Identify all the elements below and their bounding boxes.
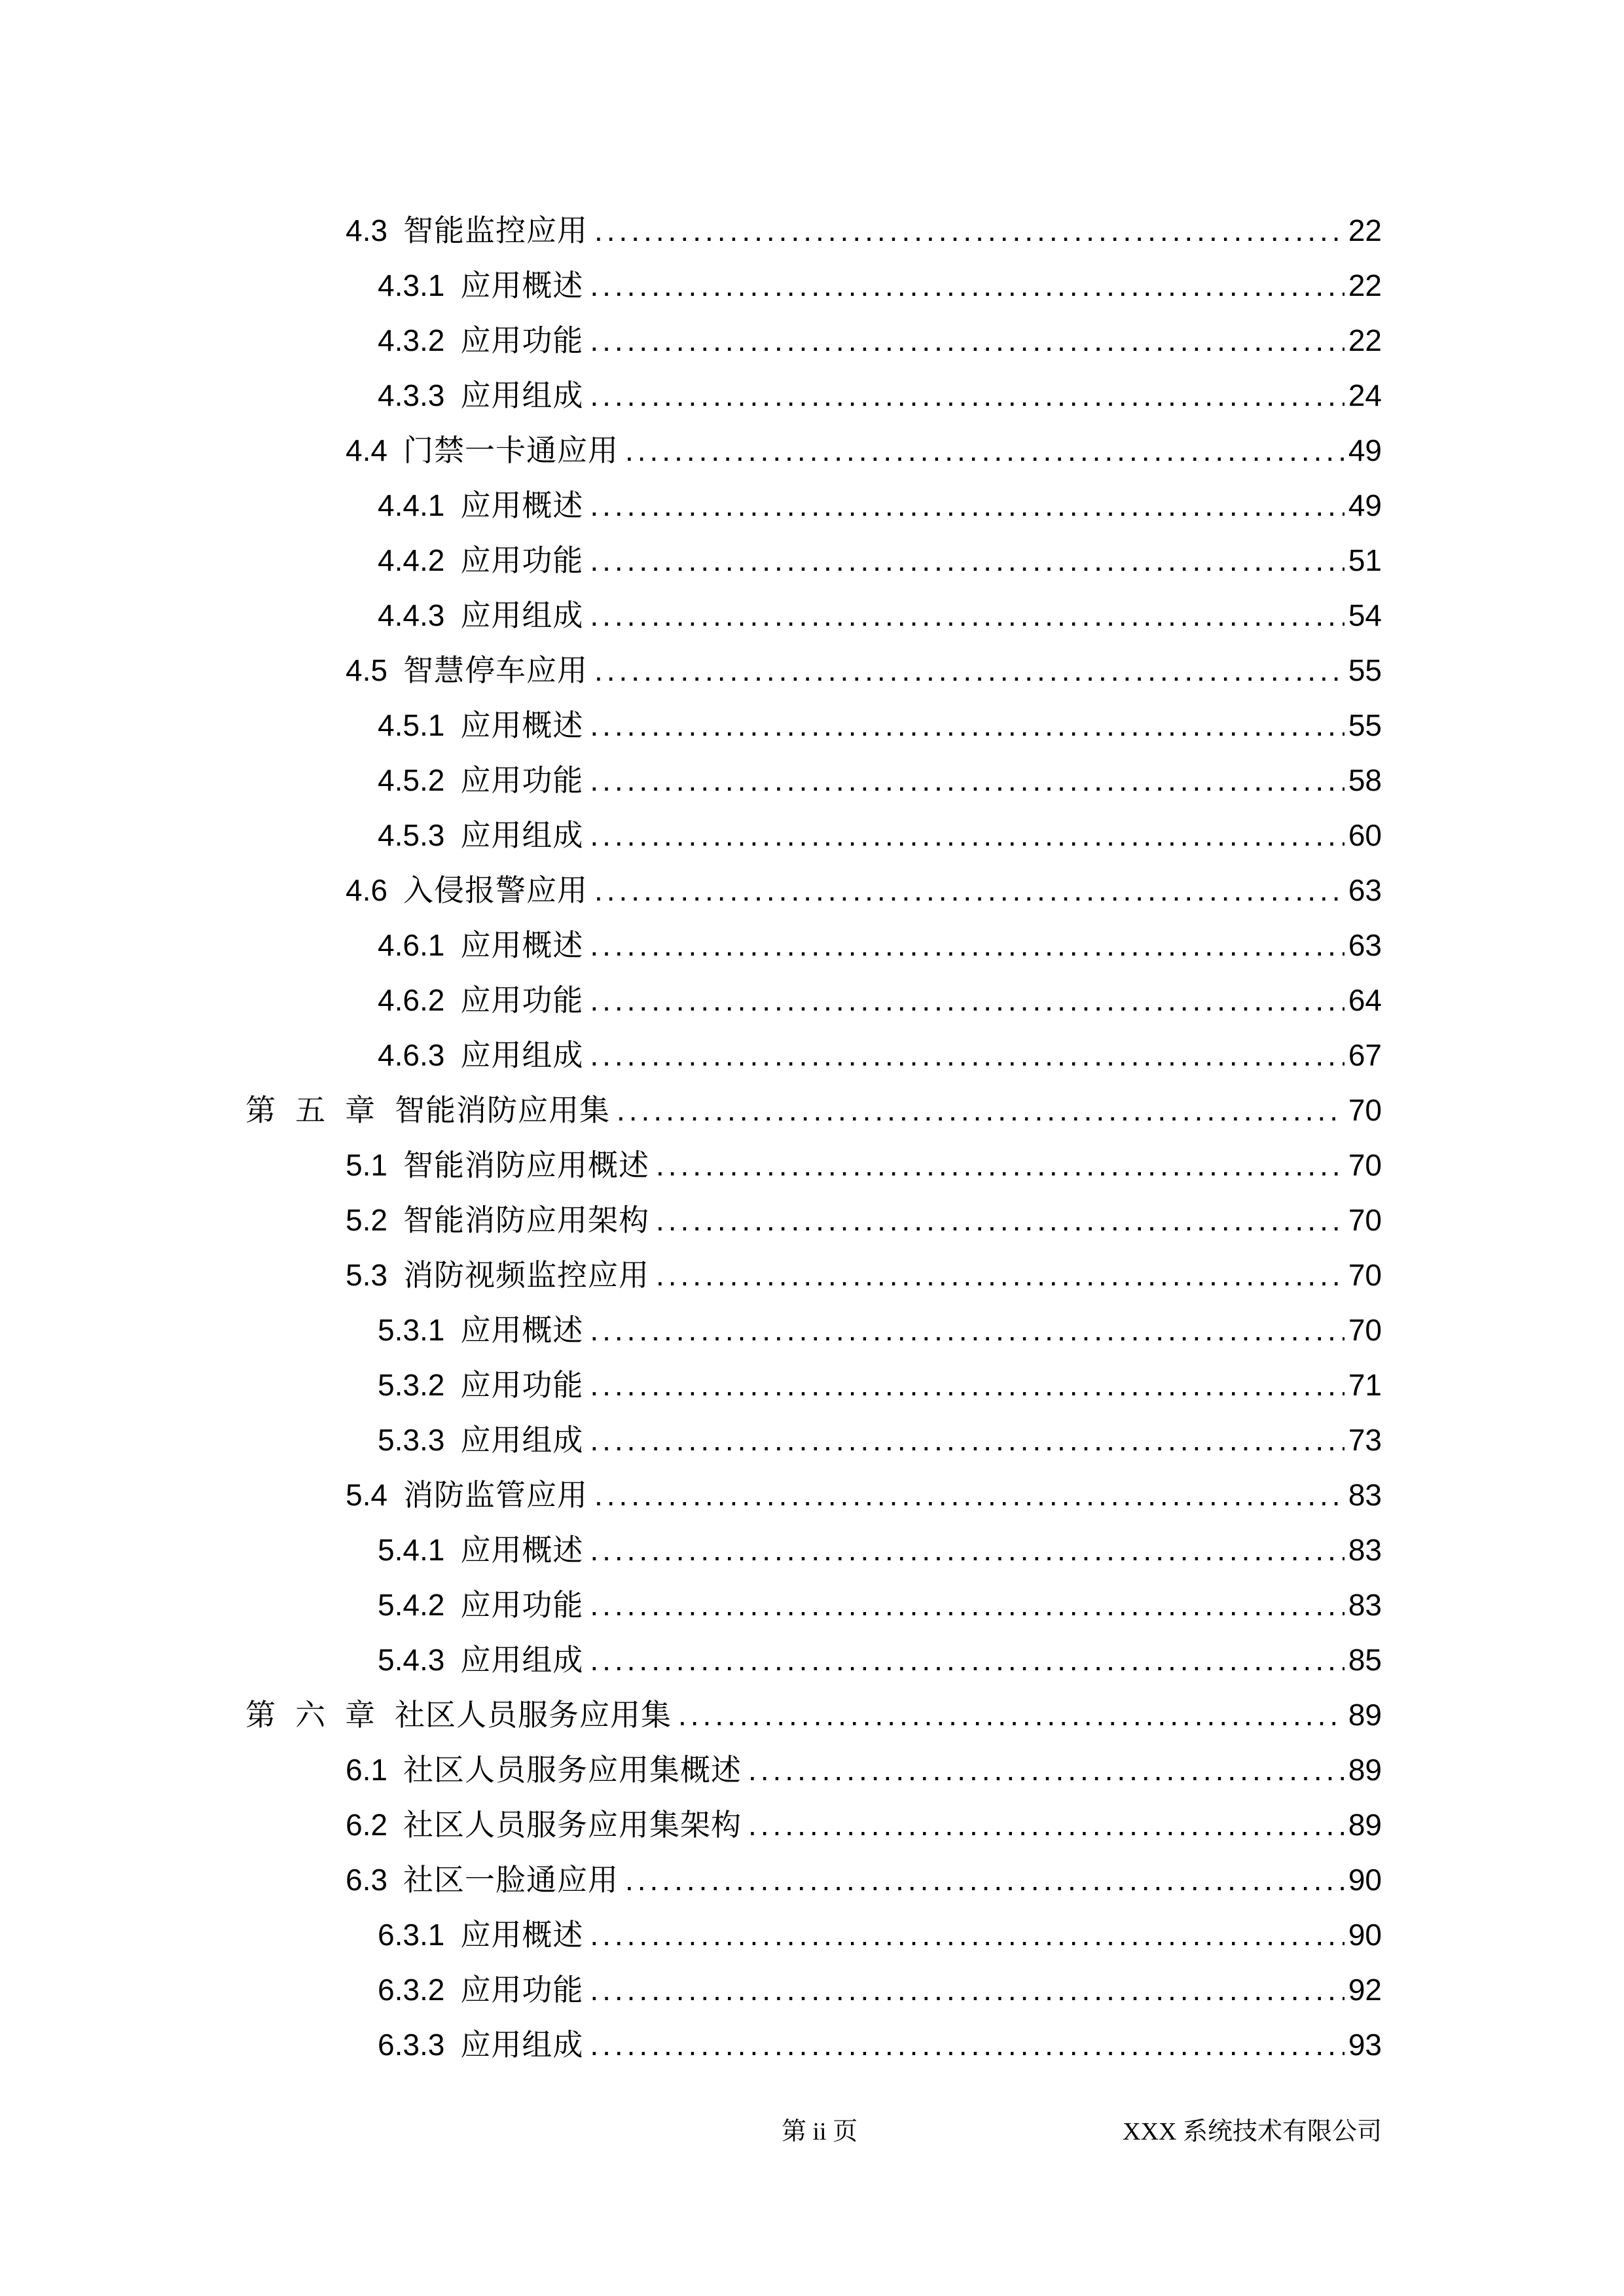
toc-entry-page: 55 (1348, 653, 1382, 687)
toc-entry-number: 4.3.1 (378, 268, 445, 302)
toc-entry-title: 应用功能 (460, 1588, 584, 1622)
toc-entry-page: 63 (1348, 873, 1382, 907)
toc-entry[interactable] (378, 478, 1382, 533)
toc-entry-number: 5.3 (346, 1258, 388, 1292)
toc-entry[interactable] (346, 643, 1382, 698)
toc-entry-title: 应用概述 (460, 928, 584, 962)
toc-entry-number: 5.3.2 (378, 1368, 445, 1402)
toc-dot-leader (590, 1522, 1344, 1577)
toc-entry-page: 70 (1348, 1313, 1382, 1347)
toc-entry-title: 应用概述 (460, 1918, 584, 1952)
toc-entry-number: 4.4.2 (378, 543, 445, 577)
toc-entry[interactable] (346, 1797, 1382, 1852)
toc-entry-page: 93 (1348, 2028, 1382, 2062)
toc-dot-leader (590, 808, 1344, 863)
toc-entry-number: 5.4.1 (378, 1533, 445, 1567)
toc-entry-number: 4.4.1 (378, 488, 445, 522)
toc-dot-leader (590, 1907, 1344, 1962)
toc-dot-leader (625, 423, 1344, 478)
toc-entry-title: 应用组成 (460, 1643, 584, 1677)
toc-entry-title: 应用组成 (460, 2028, 584, 2062)
toc-entry-page: 92 (1348, 1973, 1382, 2007)
toc-entry[interactable] (378, 1522, 1382, 1577)
toc-entry-page: 67 (1348, 1038, 1382, 1072)
toc-entry-number: 6.3.1 (378, 1918, 445, 1952)
toc-entry-title: 社区人员服务应用集架构 (403, 1808, 742, 1842)
toc-entry[interactable] (346, 1852, 1382, 1907)
toc-entry-page: 64 (1348, 983, 1382, 1017)
toc-dot-leader (590, 973, 1344, 1028)
toc-entry-page: 60 (1348, 818, 1382, 852)
toc-entry-title: 应用组成 (460, 598, 584, 632)
toc-dot-leader (590, 588, 1344, 643)
footer-page-number: 第 ii 页 (782, 2118, 858, 2145)
toc-dot-leader (590, 1577, 1344, 1632)
toc-entry-page: 22 (1348, 323, 1382, 357)
toc-entry[interactable] (378, 1412, 1382, 1467)
toc-entry[interactable] (346, 1467, 1382, 1522)
toc-dot-leader (594, 643, 1344, 698)
toc-entry[interactable] (346, 863, 1382, 918)
toc-entry[interactable] (346, 1193, 1382, 1247)
toc-entry-page: 70 (1348, 1258, 1382, 1292)
toc-entry-number: 4.5.3 (378, 818, 445, 852)
toc-entry-title: 应用功能 (460, 1368, 584, 1402)
toc-entry-title: 应用功能 (460, 323, 584, 357)
toc-entry-title: 应用概述 (460, 488, 584, 522)
toc-entry[interactable] (378, 753, 1382, 808)
toc-entry-number: 6.2 (346, 1808, 388, 1842)
toc-entry-page: 73 (1348, 1423, 1382, 1457)
toc-entry[interactable] (378, 1302, 1382, 1357)
toc-entry-number: 5.4.3 (378, 1643, 445, 1677)
toc-entry-page: 54 (1348, 598, 1382, 632)
toc-entry-title: 应用组成 (460, 1423, 584, 1457)
toc-entry-title: 社区一脸通应用 (403, 1863, 619, 1897)
toc-entry-page: 22 (1348, 213, 1382, 247)
toc-entry-number: 4.3.2 (378, 323, 445, 357)
toc-entry[interactable] (346, 1138, 1382, 1193)
footer-company-name: XXX 系统技术有限公司 (1123, 2118, 1382, 2145)
toc-entry-number: 5.4.2 (378, 1588, 445, 1622)
toc-entry[interactable] (346, 1247, 1382, 1302)
toc-dot-leader (617, 1083, 1344, 1138)
toc-entry[interactable] (378, 973, 1382, 1028)
toc-entry-page: 51 (1348, 543, 1382, 577)
toc-entry[interactable] (378, 918, 1382, 973)
toc-entry-title: 智慧停车应用 (403, 653, 588, 687)
toc-entry-title: 社区人员服务应用集概述 (403, 1753, 742, 1787)
toc-dot-leader (590, 1357, 1344, 1412)
toc-entry-page: 58 (1348, 763, 1382, 797)
toc-dot-leader (678, 1687, 1344, 1742)
toc-dot-leader (656, 1138, 1344, 1193)
toc-entry-title: 应用组成 (460, 818, 584, 852)
toc-entry-number: 第五章 (245, 1093, 395, 1127)
toc-entry-page: 22 (1348, 268, 1382, 302)
toc-dot-leader (590, 313, 1344, 368)
toc-entry[interactable] (346, 423, 1382, 478)
toc-entry-number: 5.2 (346, 1203, 388, 1237)
toc-entry[interactable] (378, 588, 1382, 643)
toc-entry-number: 4.4 (346, 433, 388, 467)
toc-entry-title: 应用概述 (460, 268, 584, 302)
toc-entry-page: 89 (1348, 1808, 1382, 1842)
toc-entry-title: 社区人员服务应用集 (395, 1698, 672, 1732)
toc-entry-number: 4.3.3 (378, 378, 445, 412)
toc-dot-leader (590, 533, 1344, 588)
toc-entry[interactable] (378, 808, 1382, 863)
toc-entry-number: 4.5 (346, 653, 388, 687)
toc-entry[interactable] (378, 1632, 1382, 1687)
toc-dot-leader (625, 1852, 1344, 1907)
toc-entry-number: 4.6.2 (378, 983, 445, 1017)
toc-entry-page: 70 (1348, 1203, 1382, 1237)
toc-entry[interactable] (378, 1962, 1382, 2017)
toc-entry-page: 55 (1348, 708, 1382, 742)
toc-entry-title: 应用概述 (460, 1313, 584, 1347)
toc-entry[interactable] (245, 1083, 1382, 1138)
toc-dot-leader (590, 2017, 1344, 2072)
toc-dot-leader (590, 1412, 1344, 1467)
toc-entry-title: 应用概述 (460, 1533, 584, 1567)
toc-dot-leader (590, 1962, 1344, 2017)
toc-entry-page: 63 (1348, 928, 1382, 962)
toc-entry-page: 89 (1348, 1753, 1382, 1787)
toc-entry-title: 智能监控应用 (403, 213, 588, 247)
toc-entry-title: 消防监管应用 (403, 1478, 588, 1512)
toc-entry-number: 4.6.1 (378, 928, 445, 962)
toc-entry[interactable] (245, 1687, 1382, 1742)
toc-entry-page: 70 (1348, 1148, 1382, 1182)
toc-entry-page: 85 (1348, 1643, 1382, 1677)
toc-entry-page: 83 (1348, 1588, 1382, 1622)
toc-entry-number: 4.5.1 (378, 708, 445, 742)
toc-dot-leader (590, 368, 1344, 423)
toc-entry-page: 90 (1348, 1863, 1382, 1897)
toc-entry-page: 49 (1348, 488, 1382, 522)
toc-entry-title: 应用功能 (460, 983, 584, 1017)
toc-entry-title: 应用组成 (460, 1038, 584, 1072)
toc-entry-number: 5.3.3 (378, 1423, 445, 1457)
toc-entry-page: 90 (1348, 1918, 1382, 1952)
toc-dot-leader (594, 1467, 1344, 1522)
toc-entry[interactable] (378, 1028, 1382, 1083)
toc-entry[interactable] (378, 698, 1382, 753)
toc-entry-page: 24 (1348, 378, 1382, 412)
toc-entry[interactable] (346, 203, 1382, 258)
toc-dot-leader (590, 1028, 1344, 1083)
toc-entry-number: 5.3.1 (378, 1313, 445, 1347)
toc-dot-leader (590, 1302, 1344, 1357)
toc-dot-leader (594, 203, 1344, 258)
toc-entry-number: 4.5.2 (378, 763, 445, 797)
toc-entry-title: 门禁一卡通应用 (403, 433, 619, 467)
toc-entry-title: 应用功能 (460, 763, 584, 797)
toc-dot-leader (590, 698, 1344, 753)
toc-entry-number: 4.4.3 (378, 598, 445, 632)
toc-entry-number: 6.3.3 (378, 2028, 445, 2062)
toc-entry-number: 4.6.3 (378, 1038, 445, 1072)
toc-dot-leader (590, 918, 1344, 973)
toc-dot-leader (656, 1193, 1344, 1247)
toc-entry-title: 智能消防应用概述 (403, 1148, 649, 1182)
toc-entry-title: 入侵报警应用 (403, 873, 588, 907)
toc-entry-number: 5.4 (346, 1478, 388, 1512)
toc-entry-page: 49 (1348, 433, 1382, 467)
toc-entry-number: 4.3 (346, 213, 388, 247)
toc-entry[interactable] (378, 368, 1382, 423)
toc-entry-number: 6.1 (346, 1753, 388, 1787)
toc-entry[interactable] (378, 1357, 1382, 1412)
toc-entry-number: 6.3.2 (378, 1973, 445, 2007)
toc-entry-page: 71 (1348, 1368, 1382, 1402)
toc-dot-leader (590, 258, 1344, 313)
toc-dot-leader (656, 1247, 1344, 1302)
toc-entry-title: 应用组成 (460, 378, 584, 412)
toc-entry[interactable] (378, 1907, 1382, 1962)
toc-entry-page: 83 (1348, 1533, 1382, 1567)
toc-dot-leader (594, 863, 1344, 918)
toc-entry-title: 智能消防应用架构 (403, 1203, 649, 1237)
toc-dot-leader (590, 478, 1344, 533)
toc-entry[interactable] (378, 533, 1382, 588)
page-footer (0, 2111, 1624, 2150)
toc-entry-number: 第六章 (245, 1698, 395, 1732)
toc-entry[interactable] (378, 1577, 1382, 1632)
toc-entry[interactable] (346, 1742, 1382, 1797)
toc-entry-number: 6.3 (346, 1863, 388, 1897)
toc-dot-leader (590, 1632, 1344, 1687)
toc-entry-page: 70 (1348, 1093, 1382, 1127)
toc-entry-title: 应用概述 (460, 708, 584, 742)
toc-entry-number: 4.6 (346, 873, 388, 907)
toc-entry-page: 89 (1348, 1698, 1382, 1732)
toc-dot-leader (590, 753, 1344, 808)
toc-dot-leader (748, 1742, 1344, 1797)
toc-entry[interactable] (378, 2017, 1382, 2072)
toc-entry-title: 应用功能 (460, 543, 584, 577)
toc-dot-leader (748, 1797, 1344, 1852)
toc-entry-title: 消防视频监控应用 (403, 1258, 649, 1292)
toc-entry-page: 83 (1348, 1478, 1382, 1512)
toc-entry[interactable] (378, 258, 1382, 313)
toc-entry-title: 应用功能 (460, 1973, 584, 2007)
toc-entry[interactable] (378, 313, 1382, 368)
toc-entry-number: 5.1 (346, 1148, 388, 1182)
toc-entry-title: 智能消防应用集 (395, 1093, 610, 1127)
